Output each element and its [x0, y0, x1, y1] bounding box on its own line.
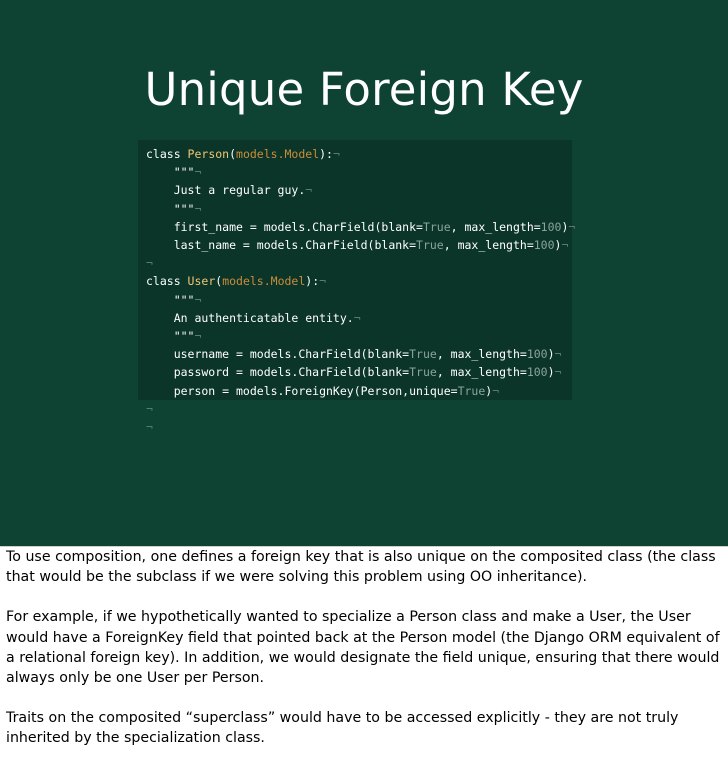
code-block — [138, 140, 576, 434]
code-token: ) — [547, 365, 555, 380]
code-line — [146, 401, 153, 418]
line-end-marker: ¬ — [492, 383, 500, 398]
line-end-marker: ¬ — [194, 329, 202, 343]
code-token: Person — [187, 147, 230, 161]
slide-title: Unique Foreign Key — [144, 63, 584, 116]
code-token: ) — [485, 383, 493, 398]
code-token: class — [146, 147, 188, 161]
code-token: ): — [305, 274, 320, 289]
code-line — [146, 273, 326, 290]
code-token: ( — [229, 147, 237, 161]
line-end-marker: ¬ — [194, 165, 202, 180]
code-token: username = models.CharField(blank= — [146, 347, 410, 362]
notes-paragraph-1: To use composition, one defines a foreign key that is also unique on the composited class (the class that would be the subclass if we were solving this problem using OO inheritance). — [6, 549, 716, 586]
code-token: True — [416, 238, 444, 252]
code-token: """ — [146, 165, 195, 180]
line-end-marker: ¬ — [146, 256, 153, 271]
code-token: ) — [547, 347, 555, 362]
code-token: """ — [146, 329, 195, 343]
line-end-marker: ¬ — [194, 201, 202, 216]
code-token: User — [187, 274, 216, 289]
code-token: True — [422, 219, 451, 234]
line-end-marker: ¬ — [146, 401, 153, 416]
line-end-marker: ¬ — [146, 420, 153, 434]
code-token: 100 — [533, 238, 555, 252]
code-line — [146, 164, 201, 181]
code-token: 100 — [540, 219, 562, 234]
code-line — [146, 219, 575, 236]
code-token: ( — [215, 274, 223, 289]
line-end-marker: ¬ — [568, 219, 576, 234]
code-token: , max_length= — [436, 347, 527, 362]
line-end-marker: ¬ — [194, 292, 202, 307]
line-end-marker: ¬ — [353, 310, 361, 325]
code-line — [146, 182, 312, 199]
code-token: , max_length= — [436, 365, 527, 380]
code-token: ) — [561, 219, 569, 234]
line-end-marker: ¬ — [305, 183, 313, 198]
code-line — [146, 328, 201, 345]
code-token: 100 — [526, 365, 548, 380]
code-token: """ — [146, 201, 195, 216]
line-end-marker: ¬ — [319, 274, 327, 289]
line-end-marker: ¬ — [554, 347, 562, 362]
line-end-marker: ¬ — [332, 147, 340, 161]
code-token: models.Model — [222, 274, 306, 289]
code-line — [146, 383, 499, 400]
code-line — [146, 364, 561, 381]
notes-paragraph-2: For example, if we hypothetically wanted to specialize a Person class and make a User, the User would have a ForeignKey field that pointed back at the Person model (the Django ORM equivalent of a relational foreign key). In addition, we would designate the field unique, ensuring that there would always only be one User per Person. — [6, 609, 720, 687]
code-token: True — [457, 383, 486, 398]
code-line — [146, 237, 568, 254]
code-token: , max_length= — [443, 238, 534, 252]
code-line — [146, 292, 201, 309]
code-token: 100 — [526, 347, 548, 362]
code-token: , max_length= — [450, 219, 541, 234]
code-line — [146, 419, 153, 436]
code-line — [146, 346, 561, 363]
code-token: class — [146, 274, 188, 289]
speaker-notes — [6, 547, 722, 769]
code-token: Just a regular guy. — [146, 183, 306, 198]
code-line — [146, 146, 340, 163]
code-token: An authenticatable entity. — [146, 310, 354, 325]
code-token: ): — [319, 147, 333, 161]
code-token: """ — [146, 292, 195, 307]
code-token: True — [409, 347, 437, 362]
code-token: last_name = models.CharField(blank= — [146, 238, 417, 252]
code-token: models.Model — [236, 147, 320, 161]
line-end-marker: ¬ — [561, 238, 569, 252]
code-line — [146, 201, 201, 218]
line-end-marker: ¬ — [554, 365, 562, 380]
code-token: ) — [554, 238, 562, 252]
code-token: True — [409, 365, 437, 380]
code-token: first_name = models.CharField(blank= — [146, 219, 423, 234]
code-token: password = models.CharField(blank= — [146, 365, 410, 380]
code-line — [146, 310, 361, 327]
code-line — [146, 255, 153, 272]
notes-paragraph-3: Traits on the composited “superclass” would have to be accessed explicitly - they are not truly inherited by the specialization class. — [6, 710, 679, 747]
code-token: person = models.ForeignKey(Person,unique= — [146, 383, 458, 398]
